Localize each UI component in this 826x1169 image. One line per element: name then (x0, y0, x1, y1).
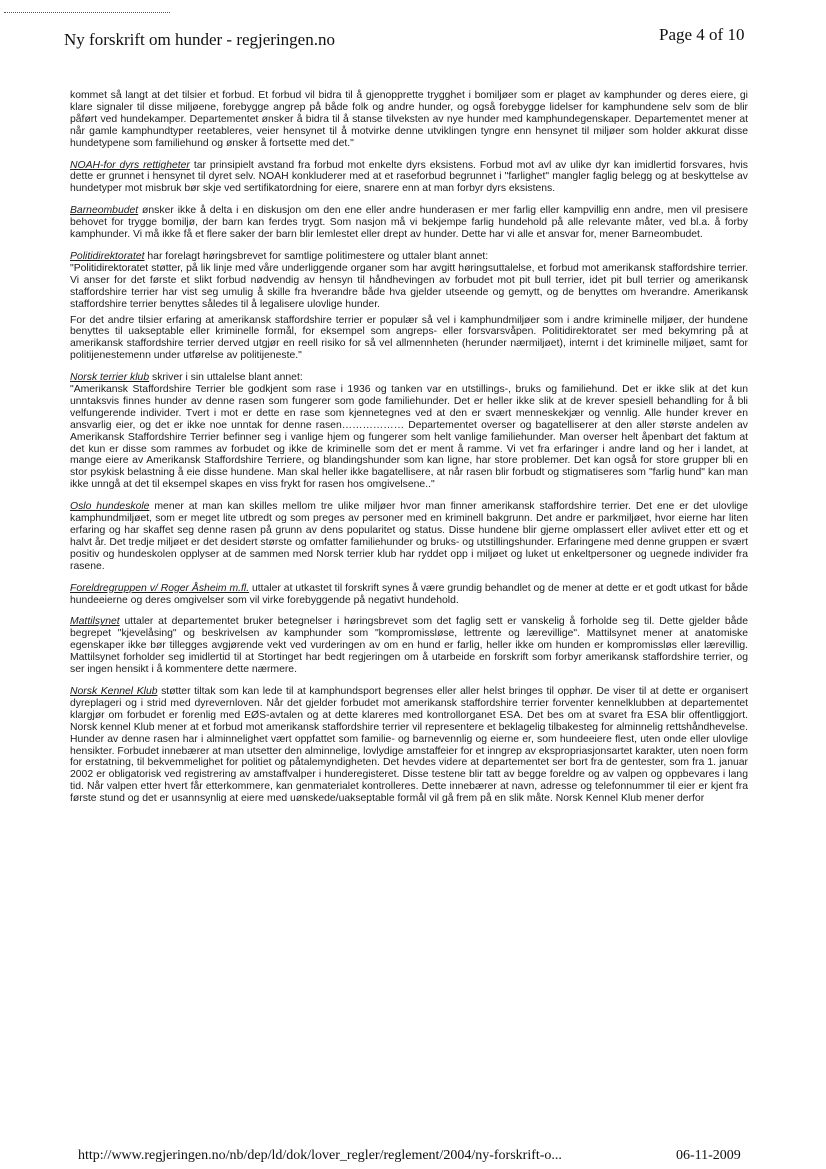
consultation-party: NOAH-for dyrs rettigheter (70, 159, 190, 171)
paragraph-text: mener at man kan skilles mellom tre ulike miljøer hvor man finner amerikansk staffordshire terrier. Det ene er det ulovlige kamphundmiljøet, som er meget lite utbredt og som preges av personer med en kriminell bakgrunn. Det andre er parkmiljøet, hvor eierne har liten erfaring og har skaffet seg denne rasen på grunn av dens popularitet og status. Disse hundene blir gjerne omplassert eller avlivet etter ett og et halvt år. Det tredje miljøet er det desidert største og omfatter familiehunder og bruks- og utstillingshunder. Erfaringene med denne gruppen er svært positiv og hundeskolen opplyser at de sammen med Norsk terrier klub har ryddet opp i miljøet og luket ut enkeltpersoner og uegnede individer fra rasene. (70, 501, 748, 572)
consultation-party: Mattilsynet (70, 616, 120, 628)
consultation-party: Politidirektoratet (70, 250, 145, 262)
consultation-party: Barneombudet (70, 205, 139, 217)
page-number: Page 4 of 10 (659, 25, 745, 44)
paragraph-text: For det andre tilsier erfaring at amerikansk staffordshire terrier er populær så vel i kamphundmiljøer som i andre kriminelle miljøer, der hundene benyttes til uakseptable eller kriminelle formål, for eksempel som angreps- eller forsvarsvåpen. Politidirektoratet ser med bekymring på at amerikansk staffordshire terrier derved utgjør en reell risiko for så vel allmennheten (herunder nærmiljøet), internt i det kriminelle miljøet, samt for politijenestemenn under utførelse av politijeneste." (70, 314, 748, 362)
paragraph-text: støtter tiltak som kan lede til at kamphundsport begrenses eller aller helst bringes til opphør. De viser til at dette er organisert dyreplageri og i strid med dyrevernloven. Når det gjelder forbudet mot amerikansk staffordshire terrier forventer kennelklubben at departementet klargjør om forbudet er forenlig med EØS-avtalen og at dette klareres med kontrollorganet ESA. Det bes om at svaret fra ESA blir offentliggjort. Norsk kennel Klub mener at et forbud mot amerikansk staffordshire terrier vil representere et beklagelig tilbakesteg for alminnelig rettshåndhevelse. Hunder av denne rasen har i alminnelighet vært oppfattet som familie- og barnevennlig og eierne er, som hundeeiere flest, uten onde eller ulovlige hensikter. Forbudet innebærer at man utsetter den alminnelige, lovlydige amstaffeier for et inngrep av ekspropriasjonsartet karakter, uten noen form for erstatning, til bekvemmelighet for politiet og påtalemyndigheten. Det hevdes videre at departementet ser bort fra de gentester, som fra 1. januar 2002 er obligatorisk ved registrering av amstaffvalper i hunderegisteret. Disse testene blir tatt av begge foreldre og av valpen og oppbevares i lang tid. Når valpen etter hvert får etterkommere, kan genmaterialet kontrolleres. Dette innebærer at navn, adresse og telefonnummer til eier er kjent fra første stund og det er usannsynlig at eiere med uønskede/uakseptable formål vil gå frem på en slik måte. Norsk Kennel Klub mener derfor (70, 685, 748, 805)
document-body (70, 90, 748, 815)
paragraph-text: ønsker ikke å delta i en diskusjon om den ene eller andre hunderasen er mer farlig eller kampvillig enn andre, men vil presisere behovet for trygge bomiljø, der barn kan ferdes trygt. Som nasjon må vi bekjempe farlig hundehold på alle relevante måter, ved bl.a. å forby kamphunder. Vi må ikke få et flere saker der barn blir lemlestet eller drept av hunder. Dette har vi alle et ansvar for, mener Barneombudet. (70, 205, 748, 241)
paragraph-text: skriver i sin uttalelse blant annet: "Amerikansk Staffordshire Terrier ble godkjent som rase i 1936 og tanken var en utstillings-, bruks og familiehund. Det er ikke slik at det kun unntaksvis finnes hunder av denne rasen som fungerer som gode familiehunder. Det er heller ikke slik at de krever spesiell behandling for å bli velfungerende individer. Tvert i mot er dette en rase som kjennetegnes ved at den er svært menneskekjær og vennlig. Alle hunder krever en ansvarlig eier, og det er ikke noe unntak for denne rasen……………… Departementet overser og bagatelliserer at den aller største andelen av Amerikansk Staffordshire Terrier befinner seg i vanlige hjem og fungerer som helt vanlige familiehunder. Man overser helt åpenbart det faktum at det kun er disse som rammes av forbudet og ikke de kriminelle som det er ment å ramme. Vi vet fra erfaringer i andre land og her i landet, at mange eiere av Amerikansk Staffordshire Terriere, og blandingshunder som kan ligne, har store problemer. Det kan også for store grupper bli en stor psykisk belastning å eie disse hundene. Man skal heller ikke bagatellisere, at når rasen blir forbudt og stigmatiseres som "farlig hund" kan man ikke unngå at det til eksempel skapes en viss frykt for rasen hos omgivelsene.." (70, 372, 748, 491)
consultation-party: Norsk Kennel Klub (70, 685, 158, 697)
paragraph-text: uttaler at utkastet til forskrift synes å være grundig behandlet og de mener at dette er et godt utkast for både hundeeierne og deres omgivelser som vil virke forebyggende på negativt hundehold. (70, 582, 748, 606)
paragraph (70, 251, 748, 311)
paragraph (70, 90, 748, 150)
footer-url: http://www.regjeringen.no/nb/dep/ld/dok/lover_regler/reglement/2004/ny-forskrift-o... (78, 1148, 562, 1163)
paragraph-text: har forelagt høringsbrevet for samtlige politimestere og uttaler blant annet: "Politidirektoratet støtter, på lik linje med våre underliggende organer som har avgitt høringsuttalelse, et forbud mot amerikansk staffordshire terrier. Vi anser for det første et slikt forbud nødvendig av hensyn til håndhevingen av forbudet mot pit bull terrier, idet pit bull terrier og amerikansk staffordshire terrier har vist seg umulig å skille fra hverandre både hva gjelder utseende og gemytt, og de benyttes om hverandre. Amerikansk staffordshire terrier benyttes således til å legalisere ulovlige hunder. (70, 250, 748, 310)
page-header-title: Ny forskrift om hunder - regjeringen.no (64, 30, 335, 49)
consultation-party: Norsk terrier klub (70, 372, 150, 384)
consultation-party: Foreldregruppen v/ Roger Åsheim m.fl. (70, 582, 250, 594)
paragraph (70, 315, 748, 363)
paragraph (70, 501, 748, 572)
dotted-rule (4, 12, 170, 13)
paragraph (70, 205, 748, 241)
paragraph-text: tar prinsipielt avstand fra forbud mot enkelte dyrs eksistens. Forbud mot avl av ulike dyr kan imidlertid forsvares, hvis dette er grunnet i hensynet til dyret selv. NOAH konkluderer med at et raseforbud begrunnet i "farlighet" mangler faglig belegg og at beskyttelse av hundetyper mot misbruk bør skje ved sertifikatordning for eiere, snarere enn at man forbyr dyrs eksistens. (70, 159, 748, 195)
paragraph (70, 616, 748, 676)
paragraph-text: kommet så langt at det tilsier et forbud. Et forbud vil bidra til å gjenopprette trygghet i bomiljøer som er plaget av kamphunder og deres eiere, gi klare signaler til disse miljøene, forebygge angrep på både folk og andre hunder, og også forebygge lidelser for kamphundene selv som de blir påført ved hundekamper. Departementet ønsker å bidra til å stanse tilveksten av nye hunder med kamphundegenskaper. Departementet mener at når gamle kamphundtyper reetableres, veier hensynet til å motvirke denne utviklingen tyngre enn hensynet til miljøer som holder akkurat disse hundetypene som familiehund og ønsker å fortsette med det." (70, 90, 748, 149)
paragraph (70, 686, 748, 805)
consultation-party: Oslo hundeskole (70, 501, 150, 513)
paragraph (70, 372, 748, 491)
paragraph-text: uttaler at departementet bruker betegnelser i høringsbrevet som det faglig sett er vanskelig å forholde seg til. Dette gjelder både begrepet "kjevelåsing" og beskrivelsen av kamphunder som "kompromissløse, lettrente og lærevillige". Mattilsynet mener at anatomiske egenskaper ikke bør tillegges avgjørende vekt ved vurderingen av om en hund er farlig, heller ikke om hunden er kompromissløs eller lærevillig. Mattilsynet forholder seg imidlertid til at Stortinget har bedt regjeringen om å utarbeide en forskrift som forbyr amerikansk staffordshire terrier, og ser ingen hensikt i å kommentere dette nærmere. (70, 616, 748, 676)
paragraph (70, 583, 748, 607)
paragraph (70, 160, 748, 196)
footer-date: 06-11-2009 (676, 1148, 741, 1163)
